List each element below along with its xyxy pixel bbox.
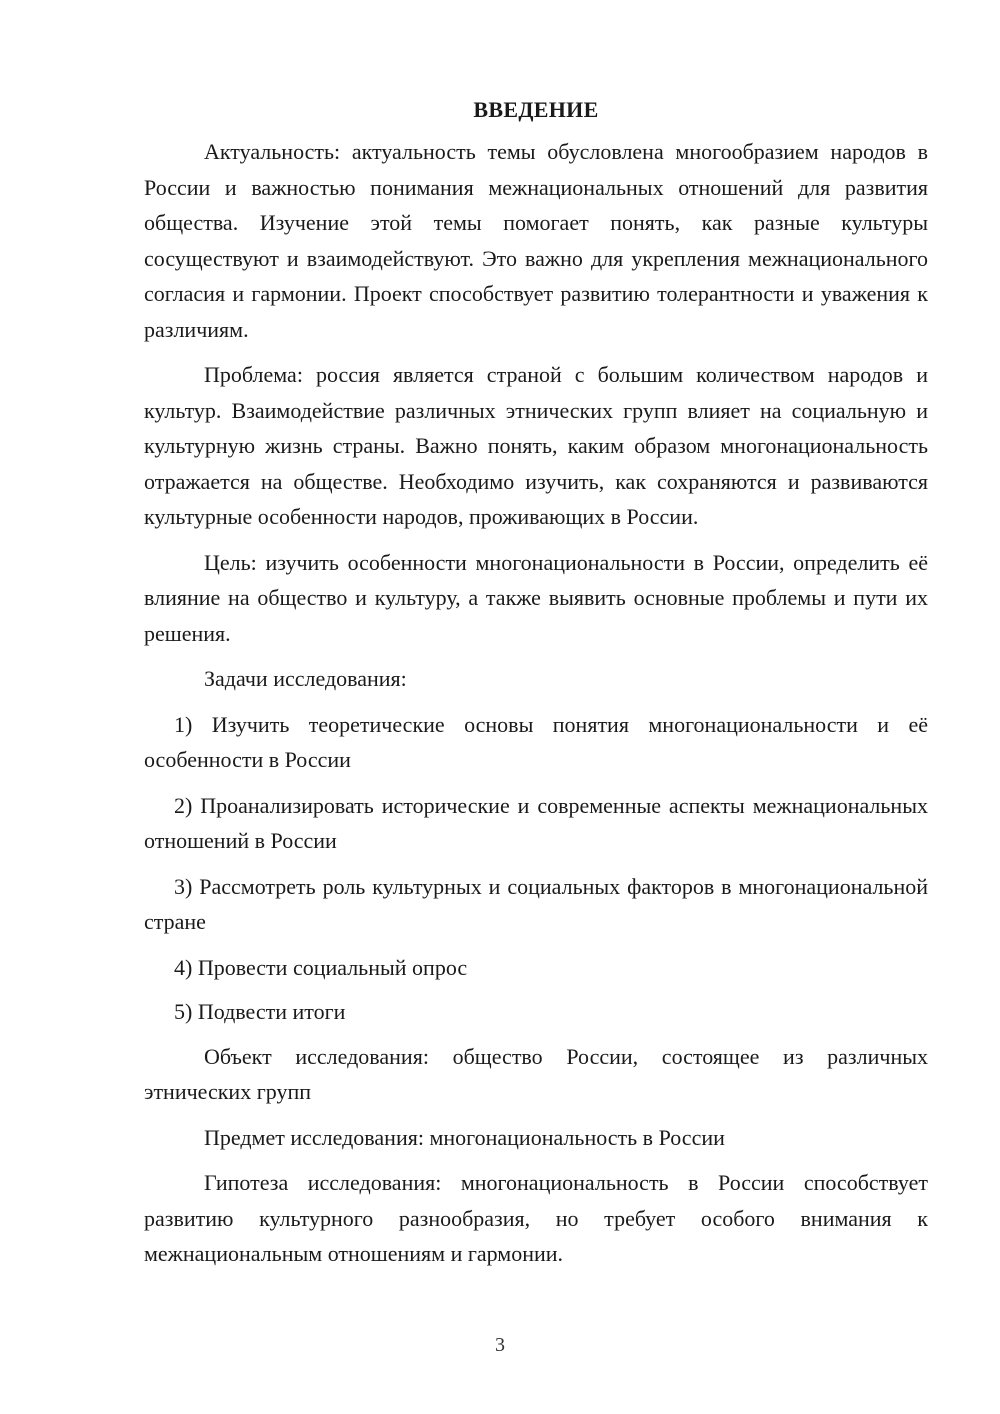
task-item-5: 5) Подвести итоги <box>174 999 346 1024</box>
task-item-2: 2) Проанализировать исторические и современные аспекты межнациональных отношений в России <box>144 792 928 853</box>
paragraph-subject: Предмет исследования: многонациональность в России <box>204 1124 725 1150</box>
paragraph-object: Объект исследования: общество России, состоящее из различных этнических групп <box>144 1043 928 1104</box>
task-item-1: 1) Изучить теоретические основы понятия многонациональности и её особенности в России <box>144 711 928 772</box>
paragraph-goal: Цель: изучить особенности многонациональности в России, определить её влияние на общество и культуру, а также выявить основные проблемы и пути их решения. <box>144 549 928 646</box>
task-item-3: 3) Рассмотреть роль культурных и социальных факторов в многонациональной стране <box>144 873 928 934</box>
task-item-4: 4) Провести социальный опрос <box>174 954 468 980</box>
page-number: 3 <box>495 1334 505 1356</box>
paragraph-tasks-heading: Задачи исследования: <box>204 666 407 691</box>
paragraph-hypothesis: Гипотеза исследования: многонациональность в России способствует развитию культурного разнообразия, но требует особого внимания к межнациональным отношениям и гармонии. <box>144 1170 928 1266</box>
document-page <box>144 92 928 1282</box>
paragraph-problem: Проблема: россия является страной с большим количеством народов и культур. Взаимодействие различных этнических групп влияет на социальную и культурную жизнь страны. Важно понять, каким образом многонациональность отражается на обществе. Необходимо изучить, как сохраняются и развиваются культурные особенности народов, проживающих в России. <box>144 362 928 529</box>
paragraph-relevance: Актуальность: актуальность темы обусловлена многообразием народов в России и важностью понимания межнациональных отношений для развития общества. Изучение этой темы помогает понять, как разные культуры сосуществуют и взаимодействуют. Это важно для укрепления межнационального согласия и гармонии. Проект способствует развитию толерантности и уважения к различиям. <box>144 139 928 342</box>
document-title: ВВЕДЕНИЕ <box>473 97 599 122</box>
